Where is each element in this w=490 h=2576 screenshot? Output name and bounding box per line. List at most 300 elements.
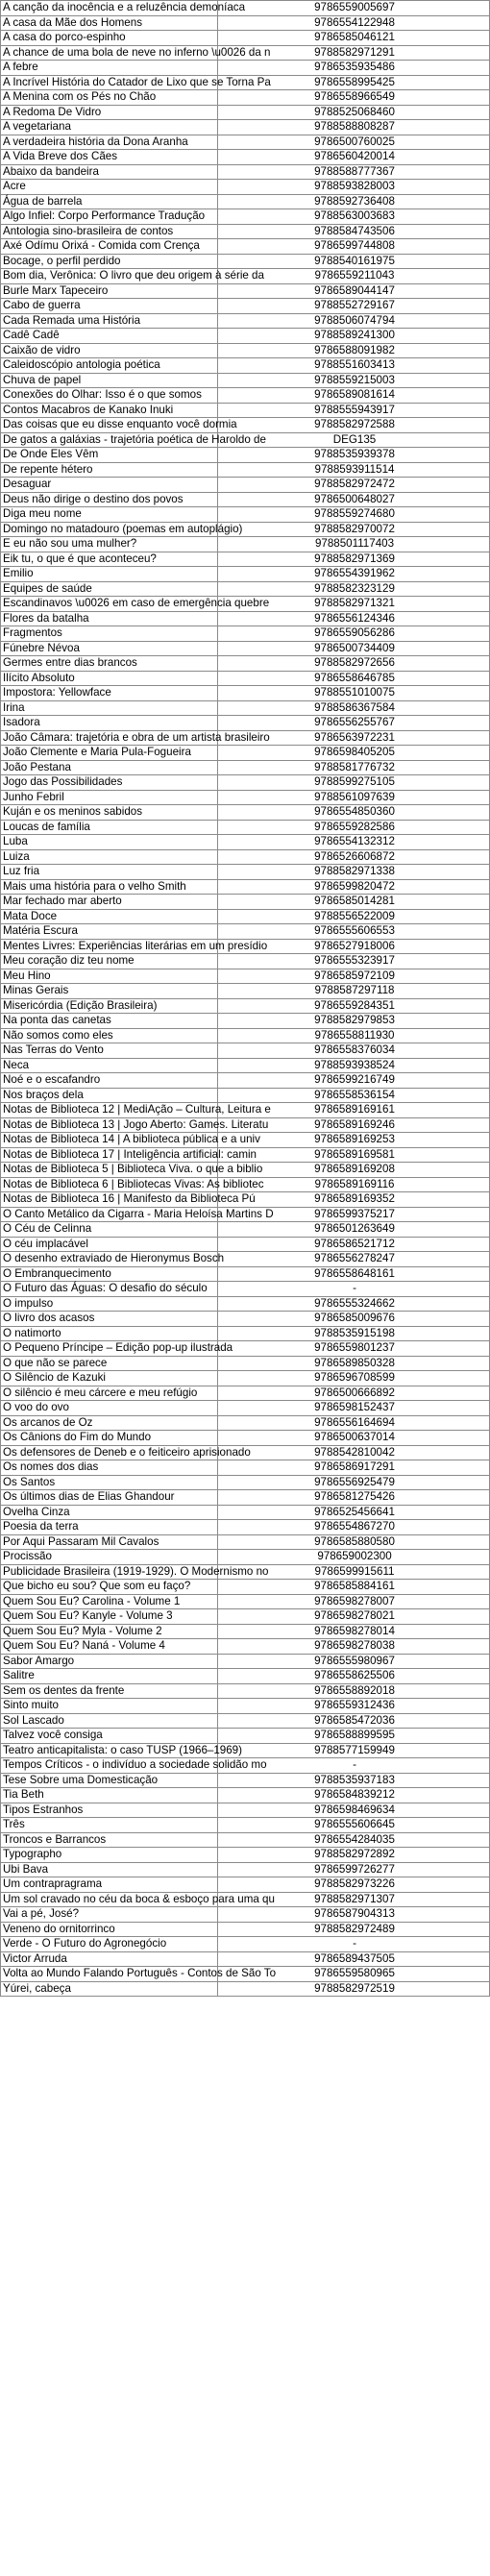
title-cell[interactable]: A casa da Mãe dos Homens	[1, 15, 218, 31]
table-row	[1, 879, 490, 895]
title-cell[interactable]: Emilio	[1, 567, 218, 582]
isbn-cell[interactable]: 9786556255767	[218, 716, 490, 731]
title-cell[interactable]: Quem Sou Eu? Myla - Volume 2	[1, 1624, 218, 1639]
isbn-cell[interactable]: 9788582970072	[218, 522, 490, 537]
isbn-cell[interactable]: 9786559005697	[218, 1, 490, 16]
isbn-cell[interactable]: 9788535937183	[218, 1773, 490, 1788]
isbn-cell[interactable]: 9788586367584	[218, 700, 490, 716]
title-cell[interactable]: Troncos e Barrancos	[1, 1832, 218, 1848]
isbn-cell[interactable]: 9786500637014	[218, 1431, 490, 1446]
table-row	[1, 1520, 490, 1535]
isbn-cell[interactable]: 9786559801237	[218, 1341, 490, 1357]
isbn-cell[interactable]: 9788551603413	[218, 358, 490, 374]
title-cell[interactable]: Bom dia, Verônica: O livro que deu origem à série da	[1, 269, 218, 284]
isbn-cell[interactable]: 9788582971291	[218, 45, 490, 61]
isbn-cell[interactable]: 9786598405205	[218, 746, 490, 761]
isbn-cell[interactable]: 9786589169253	[218, 1133, 490, 1148]
title-cell[interactable]: O impulso	[1, 1296, 218, 1312]
isbn-cell[interactable]: 9786558376034	[218, 1043, 490, 1059]
isbn-cell[interactable]: 9786598469634	[218, 1803, 490, 1818]
title-cell[interactable]: Das coisas que eu disse enquanto você dormia	[1, 418, 218, 433]
table-row	[1, 1386, 490, 1401]
isbn-cell[interactable]: 9788582972472	[218, 478, 490, 493]
isbn-cell[interactable]: 9788582972588	[218, 418, 490, 433]
isbn-cell[interactable]: 9786599726277	[218, 1862, 490, 1877]
title-cell[interactable]: Publicidade Brasileira (1919-1929). O Modernismo no	[1, 1564, 218, 1580]
isbn-cell[interactable]: 9786554284035	[218, 1832, 490, 1848]
title-cell[interactable]: Sinto muito	[1, 1699, 218, 1714]
isbn-cell[interactable]: 9786589437505	[218, 1951, 490, 1967]
title-cell[interactable]: Procissão	[1, 1550, 218, 1565]
title-cell[interactable]: A casa do porco-espinho	[1, 31, 218, 46]
isbn-cell[interactable]: 9788584743506	[218, 224, 490, 239]
isbn-cell[interactable]: 9786599820472	[218, 879, 490, 895]
title-cell[interactable]: Deus não dirige o destino dos povos	[1, 492, 218, 507]
isbn-cell[interactable]: -	[218, 1758, 490, 1774]
title-cell[interactable]: Matéria Escura	[1, 924, 218, 940]
isbn-cell[interactable]: 9786589850328	[218, 1356, 490, 1371]
title-cell[interactable]: Cabo de guerra	[1, 299, 218, 314]
isbn-cell[interactable]: 9788555943917	[218, 403, 490, 418]
title-cell[interactable]: Germes entre dias brancos	[1, 656, 218, 672]
isbn-cell[interactable]: 9786598278014	[218, 1624, 490, 1639]
isbn-cell[interactable]: 9786558646785	[218, 671, 490, 686]
table-row	[1, 90, 490, 106]
title-cell[interactable]: Luz fria	[1, 865, 218, 880]
title-cell[interactable]: Tia Beth	[1, 1788, 218, 1803]
title-cell[interactable]: Água de barrela	[1, 194, 218, 209]
isbn-cell[interactable]: 9786587904313	[218, 1907, 490, 1923]
isbn-cell[interactable]: 9786558811930	[218, 1028, 490, 1043]
title-cell[interactable]: Axé Odímu Orixá - Comida com Crença	[1, 239, 218, 255]
title-cell[interactable]: Ilícito Absoluto	[1, 671, 218, 686]
isbn-cell[interactable]: 9786589044147	[218, 283, 490, 299]
isbn-cell[interactable]: 9788582323129	[218, 581, 490, 597]
title-cell[interactable]: O céu implacável	[1, 1237, 218, 1252]
title-cell[interactable]: Neca	[1, 1058, 218, 1073]
table-row	[1, 1312, 490, 1327]
title-cell[interactable]: Quem Sou Eu? Naná - Volume 4	[1, 1639, 218, 1655]
isbn-cell[interactable]: 9786586521712	[218, 1237, 490, 1252]
isbn-cell[interactable]: 9786558625506	[218, 1669, 490, 1684]
title-cell[interactable]: Caleidoscópio antologia poética	[1, 358, 218, 374]
isbn-cell[interactable]: 9786556164694	[218, 1415, 490, 1431]
title-cell[interactable]: De gatos a galáxias - trajetória poética de Haroldo de	[1, 432, 218, 448]
isbn-cell[interactable]: 9786560420014	[218, 150, 490, 165]
table-row	[1, 1371, 490, 1386]
title-cell[interactable]: O Pequeno Príncipe – Edição pop-up ilustrada	[1, 1341, 218, 1357]
title-cell[interactable]: Sol Lascado	[1, 1713, 218, 1729]
table-row	[1, 1981, 490, 1997]
isbn-cell[interactable]: 9788589241300	[218, 329, 490, 344]
isbn-cell[interactable]: 9788587297118	[218, 984, 490, 999]
isbn-cell[interactable]: 9788582971307	[218, 1892, 490, 1907]
title-cell[interactable]: João Clemente e Maria Pula-Fogueira	[1, 746, 218, 761]
isbn-cell[interactable]: 9786555606645	[218, 1818, 490, 1833]
isbn-cell[interactable]: 9786585884161	[218, 1580, 490, 1595]
isbn-cell[interactable]: 9788593911514	[218, 462, 490, 478]
title-cell[interactable]: Notas de Biblioteca 13 | Jogo Aberto: Games. Literatu	[1, 1117, 218, 1133]
isbn-cell[interactable]: 9786586917291	[218, 1460, 490, 1476]
isbn-cell[interactable]: 9786588899595	[218, 1729, 490, 1744]
isbn-cell[interactable]: 9788582973226	[218, 1877, 490, 1893]
isbn-cell[interactable]: 9786588091982	[218, 343, 490, 358]
isbn-cell[interactable]: 9786558648161	[218, 1266, 490, 1282]
isbn-cell[interactable]: 9786555324662	[218, 1296, 490, 1312]
title-cell[interactable]: Sem os dentes da frente	[1, 1683, 218, 1699]
title-cell[interactable]: Notas de Biblioteca 6 | Bibliotecas Vivas: As bibliotec	[1, 1177, 218, 1192]
title-cell[interactable]: Algo Infiel: Corpo Performance Tradução	[1, 209, 218, 225]
isbn-cell[interactable]: -	[218, 1937, 490, 1952]
title-cell[interactable]: Luba	[1, 835, 218, 850]
title-cell[interactable]: Vai a pé, José?	[1, 1907, 218, 1923]
isbn-cell[interactable]: -	[218, 1282, 490, 1297]
title-cell[interactable]: Victor Arruda	[1, 1951, 218, 1967]
table-row	[1, 299, 490, 314]
isbn-cell[interactable]: 9786598278007	[218, 1594, 490, 1609]
isbn-cell[interactable]: 9788582979853	[218, 1014, 490, 1029]
table-row	[1, 1237, 490, 1252]
table-row	[1, 1550, 490, 1565]
isbn-cell[interactable]: 9788588777367	[218, 164, 490, 180]
isbn-cell[interactable]: 9786585014281	[218, 895, 490, 910]
isbn-cell[interactable]: 9788540161975	[218, 254, 490, 269]
title-cell[interactable]: Flores da batalha	[1, 611, 218, 626]
title-cell[interactable]: Notas de Biblioteca 16 | Manifesto da Biblioteca Pú	[1, 1192, 218, 1208]
title-cell[interactable]: Eik tu, o que é que aconteceu?	[1, 552, 218, 567]
isbn-cell[interactable]: 9788582971321	[218, 597, 490, 612]
isbn-cell[interactable]: 9788506074794	[218, 313, 490, 329]
table-row	[1, 909, 490, 924]
isbn-cell[interactable]: 9786558536154	[218, 1088, 490, 1103]
isbn-cell[interactable]: 9788535939378	[218, 448, 490, 463]
isbn-cell[interactable]: 9786559284351	[218, 998, 490, 1014]
isbn-cell[interactable]: 9786500760025	[218, 135, 490, 150]
isbn-cell[interactable]: 9786555323917	[218, 954, 490, 969]
title-cell[interactable]: O livro dos acasos	[1, 1312, 218, 1327]
table-row	[1, 432, 490, 448]
isbn-cell[interactable]: 9786559056286	[218, 626, 490, 642]
isbn-cell[interactable]: 9786554391962	[218, 567, 490, 582]
isbn-cell[interactable]: 9786585472036	[218, 1713, 490, 1729]
title-cell[interactable]: De Onde Eles Vêm	[1, 448, 218, 463]
isbn-cell[interactable]: 9788552729167	[218, 299, 490, 314]
title-cell[interactable]: Cadê Cadê	[1, 329, 218, 344]
isbn-cell[interactable]: 9786585046121	[218, 31, 490, 46]
isbn-cell[interactable]: 9786554850360	[218, 805, 490, 821]
title-cell[interactable]: Kuján e os meninos sabidos	[1, 805, 218, 821]
isbn-cell[interactable]: 9786525456641	[218, 1505, 490, 1520]
title-cell[interactable]: Desaguar	[1, 478, 218, 493]
table-row	[1, 1043, 490, 1059]
isbn-cell[interactable]: 9786555980967	[218, 1654, 490, 1669]
title-cell[interactable]: Volta ao Mundo Falando Português - Contos de São To	[1, 1967, 218, 1982]
isbn-cell[interactable]: 9788542810042	[218, 1445, 490, 1460]
title-cell[interactable]: Um sol cravado no céu da boca & esboço para uma qu	[1, 1892, 218, 1907]
title-cell[interactable]: Verde - O Futuro do Agronegócio	[1, 1937, 218, 1952]
isbn-cell[interactable]: 9786527918006	[218, 939, 490, 954]
title-cell[interactable]: Quem Sou Eu? Kanyle - Volume 3	[1, 1609, 218, 1625]
table-row	[1, 1713, 490, 1729]
title-cell[interactable]: Yúrei, cabeça	[1, 1981, 218, 1997]
title-cell[interactable]: O Embranquecimento	[1, 1266, 218, 1282]
title-cell[interactable]: Nas Terras do Vento	[1, 1043, 218, 1059]
title-cell[interactable]: Antologia sino-brasileira de contos	[1, 224, 218, 239]
title-cell[interactable]: Loucas de família	[1, 820, 218, 835]
table-row	[1, 343, 490, 358]
title-cell[interactable]: O voo do ovo	[1, 1401, 218, 1416]
isbn-cell[interactable]: 9788535915198	[218, 1326, 490, 1341]
title-cell[interactable]: A Redoma De Vidro	[1, 105, 218, 120]
isbn-cell[interactable]: 9786589081614	[218, 388, 490, 404]
isbn-cell[interactable]: 9786500666892	[218, 1386, 490, 1401]
isbn-cell[interactable]: 9786555606553	[218, 924, 490, 940]
table-row	[1, 865, 490, 880]
title-cell[interactable]: Meu coração diz teu nome	[1, 954, 218, 969]
title-cell[interactable]: Cada Remada uma História	[1, 313, 218, 329]
isbn-cell[interactable]: 9786501263649	[218, 1222, 490, 1238]
table-row	[1, 1729, 490, 1744]
isbn-cell[interactable]: 9788501117403	[218, 537, 490, 552]
title-cell[interactable]: Isadora	[1, 716, 218, 731]
title-cell[interactable]: Conexões do Olhar: Isso é o que somos	[1, 388, 218, 404]
isbn-cell[interactable]: 9786559580965	[218, 1967, 490, 1982]
title-cell[interactable]: Impostora: Yellowface	[1, 686, 218, 701]
table-row	[1, 1773, 490, 1788]
table-row	[1, 224, 490, 239]
isbn-cell[interactable]: 9786556124346	[218, 611, 490, 626]
table-row	[1, 969, 490, 984]
title-cell[interactable]: Minas Gerais	[1, 984, 218, 999]
isbn-cell[interactable]: 9788559215003	[218, 373, 490, 388]
title-cell[interactable]: Jogo das Possibilidades	[1, 775, 218, 791]
title-cell[interactable]: Abaixo da bandeira	[1, 164, 218, 180]
title-cell[interactable]: Mar fechado mar aberto	[1, 895, 218, 910]
isbn-cell[interactable]: 9788582972489	[218, 1922, 490, 1937]
title-cell[interactable]: Burle Marx Tapeceiro	[1, 283, 218, 299]
isbn-cell[interactable]: 9786599744808	[218, 239, 490, 255]
title-cell[interactable]: Acre	[1, 180, 218, 195]
isbn-cell[interactable]: 9788556522009	[218, 909, 490, 924]
title-cell[interactable]: Typographo	[1, 1848, 218, 1863]
title-cell[interactable]: De repente hétero	[1, 462, 218, 478]
isbn-cell[interactable]: 9786589169246	[218, 1117, 490, 1133]
isbn-cell[interactable]: 9786556925479	[218, 1475, 490, 1490]
isbn-cell[interactable]: 9786589169208	[218, 1163, 490, 1178]
table-row	[1, 1028, 490, 1043]
title-cell[interactable]: Mentes Livres: Experiências literárias em um presídio	[1, 939, 218, 954]
isbn-cell[interactable]: 9786500734409	[218, 641, 490, 656]
title-cell[interactable]: Mais uma história para o velho Smith	[1, 879, 218, 895]
isbn-cell[interactable]: 9786585972109	[218, 969, 490, 984]
table-row	[1, 1594, 490, 1609]
title-cell[interactable]: Notas de Biblioteca 5 | Biblioteca Viva. o que a biblio	[1, 1163, 218, 1178]
title-cell[interactable]: Escandinavos \u0026 em caso de emergência quebre	[1, 597, 218, 612]
isbn-cell[interactable]: 9786559312436	[218, 1699, 490, 1714]
isbn-cell[interactable]: 9788592736408	[218, 194, 490, 209]
title-cell[interactable]: Os Santos	[1, 1475, 218, 1490]
title-cell[interactable]: Os nomes dos dias	[1, 1460, 218, 1476]
title-cell[interactable]: Os Cânions do Fim do Mundo	[1, 1431, 218, 1446]
table-row	[1, 180, 490, 195]
title-cell[interactable]: Poesia da terra	[1, 1520, 218, 1535]
isbn-cell[interactable]: 9788525068460	[218, 105, 490, 120]
isbn-cell[interactable]: 978659002300	[218, 1550, 490, 1565]
isbn-cell[interactable]: 9786556278247	[218, 1252, 490, 1267]
isbn-cell[interactable]: 9786526606872	[218, 849, 490, 865]
isbn-cell[interactable]: 9788588808287	[218, 120, 490, 135]
isbn-cell[interactable]: 9786500648027	[218, 492, 490, 507]
isbn-cell[interactable]: 9788582972892	[218, 1848, 490, 1863]
title-cell[interactable]: O desenho extraviado de Hieronymus Bosch	[1, 1252, 218, 1267]
title-cell[interactable]: Tese Sobre uma Domesticação	[1, 1773, 218, 1788]
title-cell[interactable]: A canção da inocência e a reluzência demoníaca	[1, 1, 218, 16]
title-cell[interactable]: Notas de Biblioteca 17 | Inteligência artificial: camin	[1, 1147, 218, 1163]
title-cell[interactable]: Noé e o escafandro	[1, 1073, 218, 1089]
isbn-cell[interactable]: 9786585009676	[218, 1312, 490, 1327]
title-cell[interactable]: O Céu de Celinna	[1, 1222, 218, 1238]
title-cell[interactable]: A Menina com os Pés no Chão	[1, 90, 218, 106]
isbn-cell[interactable]: 9786554122948	[218, 15, 490, 31]
title-cell[interactable]: Não somos como eles	[1, 1028, 218, 1043]
title-cell[interactable]: Luiza	[1, 849, 218, 865]
title-cell[interactable]: O Silêncio de Kazuki	[1, 1371, 218, 1386]
isbn-cell[interactable]: 9788582971369	[218, 552, 490, 567]
title-cell[interactable]: A Vida Breve dos Cães	[1, 150, 218, 165]
title-cell[interactable]: Bocage, o perfil perdido	[1, 254, 218, 269]
isbn-cell[interactable]: 9788559274680	[218, 507, 490, 523]
title-cell[interactable]: Tempos Críticos - o indivíduo a sociedade solidão mo	[1, 1758, 218, 1774]
isbn-cell[interactable]: 9788593828003	[218, 180, 490, 195]
title-cell[interactable]: Um contrapragrama	[1, 1877, 218, 1893]
isbn-cell[interactable]: 9786589169116	[218, 1177, 490, 1192]
isbn-cell[interactable]: 9786558892018	[218, 1683, 490, 1699]
isbn-cell[interactable]: 9788599275105	[218, 775, 490, 791]
title-cell[interactable]: Contos Macabros de Kanako Inuki	[1, 403, 218, 418]
title-cell[interactable]: A Incrível História do Catador de Lixo que se Torna Pa	[1, 75, 218, 90]
table-row	[1, 775, 490, 791]
title-cell[interactable]: Caixão de vidro	[1, 343, 218, 358]
title-cell[interactable]: Domingo no matadouro (poemas em autoplágio)	[1, 522, 218, 537]
title-cell[interactable]: O que não se parece	[1, 1356, 218, 1371]
title-cell[interactable]: O silêncio é meu cárcere e meu refúgio	[1, 1386, 218, 1401]
title-cell[interactable]: Notas de Biblioteca 12 | MediAção – Cultura, Leitura e	[1, 1103, 218, 1118]
title-cell[interactable]: Misericórdia (Edição Brasileira)	[1, 998, 218, 1014]
title-cell[interactable]: Ubi Bava	[1, 1862, 218, 1877]
title-cell[interactable]: Na ponta das canetas	[1, 1014, 218, 1029]
title-cell[interactable]: O natimorto	[1, 1326, 218, 1341]
title-cell[interactable]: Junho Febril	[1, 790, 218, 805]
title-cell[interactable]: Salitre	[1, 1669, 218, 1684]
table-row	[1, 1401, 490, 1416]
title-cell[interactable]: Que bicho eu sou? Que som eu faço?	[1, 1580, 218, 1595]
isbn-cell[interactable]: 9786535935486	[218, 61, 490, 76]
isbn-cell[interactable]: 9786589169581	[218, 1147, 490, 1163]
isbn-cell[interactable]: 9786559282586	[218, 820, 490, 835]
isbn-cell[interactable]: 9786585880580	[218, 1534, 490, 1550]
title-cell[interactable]: Diga meu nome	[1, 507, 218, 523]
title-cell[interactable]: Nos braços dela	[1, 1088, 218, 1103]
isbn-cell[interactable]: 9786584839212	[218, 1788, 490, 1803]
isbn-cell[interactable]: 9786599375217	[218, 1207, 490, 1222]
title-cell[interactable]: Irina	[1, 700, 218, 716]
table-row	[1, 45, 490, 61]
title-cell[interactable]: Talvez você consiga	[1, 1729, 218, 1744]
isbn-cell[interactable]: 9786558966549	[218, 90, 490, 106]
title-cell[interactable]: Três	[1, 1818, 218, 1833]
title-cell[interactable]: A vegetariana	[1, 120, 218, 135]
table-row	[1, 1758, 490, 1774]
title-cell[interactable]: Meu Hino	[1, 969, 218, 984]
isbn-cell[interactable]: 9788582972519	[218, 1981, 490, 1997]
isbn-cell[interactable]: DEG135	[218, 432, 490, 448]
isbn-cell[interactable]: 9786598278038	[218, 1639, 490, 1655]
isbn-cell[interactable]: 9788582971338	[218, 865, 490, 880]
title-cell[interactable]: Chuva de papel	[1, 373, 218, 388]
isbn-cell[interactable]: 9788581776732	[218, 760, 490, 775]
isbn-cell[interactable]: 9788582972656	[218, 656, 490, 672]
isbn-cell[interactable]: 9788561097639	[218, 790, 490, 805]
title-cell[interactable]: João Câmara: trajetória e obra de um artista brasileiro	[1, 730, 218, 746]
isbn-cell[interactable]: 9786599915611	[218, 1564, 490, 1580]
table-row	[1, 1892, 490, 1907]
isbn-cell[interactable]: 9786589169352	[218, 1192, 490, 1208]
isbn-cell[interactable]: 9788577159949	[218, 1743, 490, 1758]
isbn-cell[interactable]: 9786558995425	[218, 75, 490, 90]
title-cell[interactable]: Equipes de saúde	[1, 581, 218, 597]
title-cell[interactable]: O Canto Metálico da Cigarra - Maria Heloísa Martins D	[1, 1207, 218, 1222]
table-row	[1, 1, 490, 16]
isbn-cell[interactable]: 9786559211043	[218, 269, 490, 284]
isbn-cell[interactable]: 9786563972231	[218, 730, 490, 746]
isbn-cell[interactable]: 9788593938524	[218, 1058, 490, 1073]
title-cell[interactable]: Fragmentos	[1, 626, 218, 642]
title-cell[interactable]: A febre	[1, 61, 218, 76]
title-cell[interactable]: Quem Sou Eu? Carolina - Volume 1	[1, 1594, 218, 1609]
title-cell[interactable]: Os defensores de Deneb e o feiticeiro aprisionado	[1, 1445, 218, 1460]
title-cell[interactable]: Notas de Biblioteca 14 | A biblioteca pública e a univ	[1, 1133, 218, 1148]
title-cell[interactable]: Sabor Amargo	[1, 1654, 218, 1669]
table-row	[1, 1222, 490, 1238]
isbn-cell[interactable]: 9786581275426	[218, 1490, 490, 1506]
isbn-cell[interactable]: 9786598278021	[218, 1609, 490, 1625]
isbn-cell[interactable]: 9786598152437	[218, 1401, 490, 1416]
title-cell[interactable]: Mata Doce	[1, 909, 218, 924]
isbn-cell[interactable]: 9786589169161	[218, 1103, 490, 1118]
title-cell[interactable]: Os últimos dias de Elias Ghandour	[1, 1490, 218, 1506]
title-cell[interactable]: Veneno do ornitorrinco	[1, 1922, 218, 1937]
title-cell[interactable]: Por Aqui Passaram Mil Cavalos	[1, 1534, 218, 1550]
table-row	[1, 1088, 490, 1103]
isbn-cell[interactable]: 9786599216749	[218, 1073, 490, 1089]
table-row	[1, 939, 490, 954]
isbn-cell[interactable]: 9786554867270	[218, 1520, 490, 1535]
title-cell[interactable]: E eu não sou uma mulher?	[1, 537, 218, 552]
title-cell[interactable]: Teatro anticapitalista: o caso TUSP (1966–1969)	[1, 1743, 218, 1758]
title-cell[interactable]: A chance de uma bola de neve no inferno \u0026 da n	[1, 45, 218, 61]
isbn-cell[interactable]: 9788563003683	[218, 209, 490, 225]
title-cell[interactable]: O Futuro das Águas: O desafio do século	[1, 1282, 218, 1297]
title-cell[interactable]: A verdadeira história da Dona Aranha	[1, 135, 218, 150]
isbn-cell[interactable]: 9788551010075	[218, 686, 490, 701]
title-cell[interactable]: Os arcanos de Oz	[1, 1415, 218, 1431]
title-cell[interactable]: Ovelha Cinza	[1, 1505, 218, 1520]
title-cell[interactable]: João Pestana	[1, 760, 218, 775]
isbn-cell[interactable]: 9786554132312	[218, 835, 490, 850]
isbn-cell[interactable]: 9786596708599	[218, 1371, 490, 1386]
title-cell[interactable]: Tipos Estranhos	[1, 1803, 218, 1818]
title-cell[interactable]: Fúnebre Névoa	[1, 641, 218, 656]
